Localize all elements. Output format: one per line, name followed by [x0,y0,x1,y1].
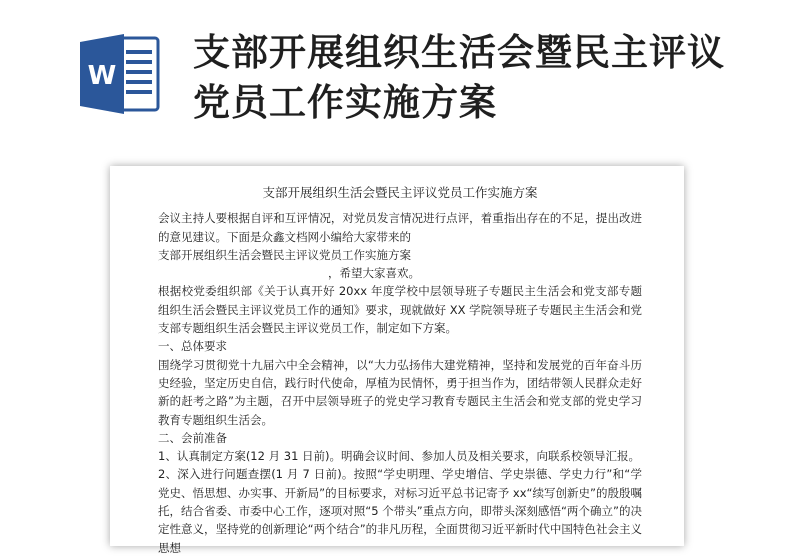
section-heading: 二、会前准备 [158,430,227,445]
document-page-preview [110,166,684,555]
paragraph: 支部开展组织生活会暨民主评议党员工作实施方案 [158,247,411,262]
paragraph: 会议主持人要根据自评和互评情况，对党员发言情况进行点评，着重指出存在的不足，提出改进的意见建议。下面是众鑫文档网小编给大家带来的 [158,211,642,244]
word-document-icon [78,30,162,118]
page-title-line2: 党员工作实施方案 [193,81,497,124]
paragraph: 2、深入进行问题查摆(1 月 7 日前)。按照“学史明理、学史增信、学史崇德、学史力行”和“学党史、悟思想、办实事、开新局”的目标要求，对标习近平总书记寄予 xx“续写创新史”的殷殷嘱托，结合省委、市委中心工作，逐项对照“5 个带头”重点方向，即带头深刻感悟“两个确立”的决定性意义，坚持党的创新理论“两个结合”的非凡历程，全面贯彻习近平新时代中国特色社会主义思想 [158,467,642,555]
paragraph: ，希望大家喜欢。 [328,266,420,281]
paragraph: 1、认真制定方案(12 月 31 日前)。明确会议时间、参加人员及相关要求，向联系校领导汇报。 [158,449,641,464]
page-title [193,28,783,128]
paragraph: 根据校党委组织部《关于认真开好 20xx 年度学校中层领导班子专题民主生活会和党支部专题组织生活会暨民主评议党员工作的通知》要求，现就做好 XX 学院领导班子专题民主生活会和党支部专题组织生活会暨民主评议党员工作，制定如下方案。 [158,284,642,336]
svg-text:W: W [87,61,117,91]
paragraph: 围绕学习贯彻党十九届六中全会精神，以“大力弘扬伟大建党精神，坚持和发展党的百年奋斗历史经验，坚定历史自信，践行时代使命，厚植为民情怀，勇于担当作为，团结带领人民群众走好新的赶考之路”为主题，召开中层领导班子的党史学习教育专题民主生活会和党支部的党史学习教育专题组织生活会。 [158,357,642,427]
page-title-line1: 支部开展组织生活会暨民主评议 [193,31,725,74]
header [0,0,800,160]
section-heading: 一、总体要求 [158,339,227,354]
document-title: 支部开展组织生活会暨民主评议党员工作实施方案 [262,185,538,200]
document-body [158,184,642,557]
